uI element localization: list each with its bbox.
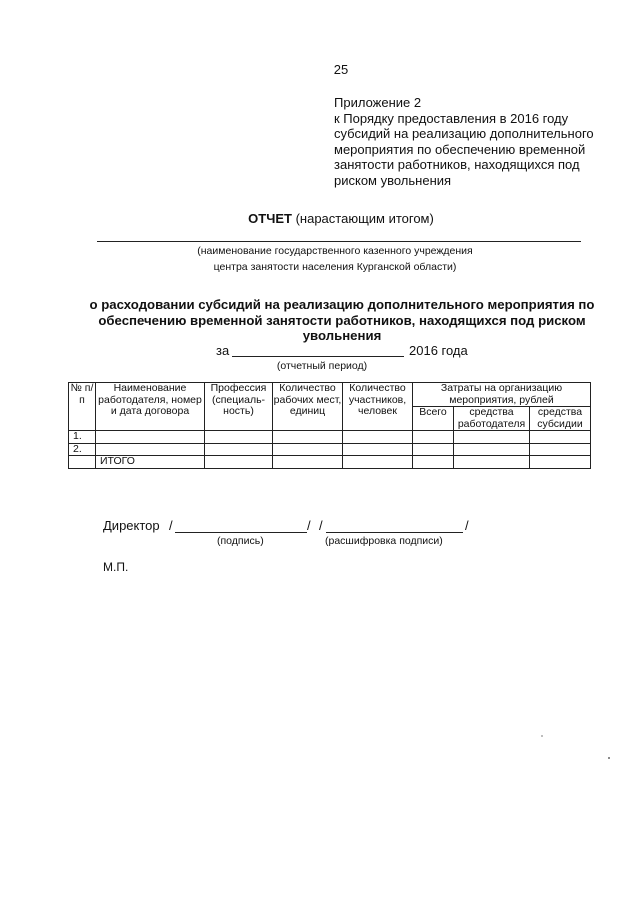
- director-label: Директор: [103, 518, 160, 533]
- table-cell: [205, 456, 273, 469]
- expense-report-table: [68, 382, 591, 469]
- row-employer: ИТОГО: [96, 456, 205, 469]
- table-cell: [454, 431, 530, 444]
- signature-caption: (подпись): [217, 535, 264, 547]
- signature-decoding-caption: (расшифровка подписи): [325, 535, 443, 547]
- period-caption: (отчетный период): [276, 360, 368, 372]
- column-header-profession: Профессия (специаль-ность): [205, 383, 273, 431]
- organization-caption: [175, 244, 495, 275]
- row-employer: [96, 431, 205, 444]
- table-row-total: [69, 456, 591, 469]
- row-number: 2.: [69, 443, 96, 456]
- table-cell: [273, 431, 343, 444]
- row-number: 1.: [69, 431, 96, 444]
- column-header-subsidy-funds: средства субсидии: [530, 407, 591, 431]
- organization-name-line: [97, 241, 581, 242]
- column-header-participants: Количество участников, человек: [343, 383, 413, 431]
- table-cell: [343, 443, 413, 456]
- row-employer: [96, 443, 205, 456]
- signature-line: [175, 532, 307, 533]
- period-suffix: 2016 года: [409, 343, 468, 358]
- scan-artifact-dot: [608, 757, 610, 759]
- table-cell: [454, 443, 530, 456]
- column-header-employer: Наименование работодателя, номер и дата договора: [96, 383, 205, 431]
- column-header-num: № п/п: [69, 383, 96, 431]
- stamp-place-label: М.П.: [103, 560, 129, 574]
- table-row: [69, 443, 591, 456]
- signature-slash: /: [307, 518, 311, 533]
- column-header-employer-funds: средства работодателя: [454, 407, 530, 431]
- appendix-line: субсидий на реализацию дополнительного: [334, 126, 594, 142]
- signature-decoding-line: [326, 532, 463, 533]
- report-title: [0, 211, 640, 226]
- scan-artifact-dot: [541, 735, 543, 737]
- page-number: 25: [333, 62, 349, 77]
- table-cell: [343, 431, 413, 444]
- table-row: [69, 431, 591, 444]
- table-cell: [343, 456, 413, 469]
- table-cell: [413, 456, 454, 469]
- appendix-line: к Порядку предоставления в 2016 году: [334, 110, 569, 126]
- signature-slash: /: [465, 518, 469, 533]
- table-cell: [530, 443, 591, 456]
- signature-slash: /: [169, 518, 173, 533]
- table-cell: [413, 443, 454, 456]
- table-cell: [454, 456, 530, 469]
- organization-caption-line: центра занятости населения Курганской области): [213, 260, 457, 273]
- table-cell: [205, 431, 273, 444]
- report-subject-line: увольнения: [302, 328, 382, 343]
- column-header-total: Всего: [413, 407, 454, 431]
- report-title-rest: (нарастающим итогом): [291, 211, 434, 226]
- appendix-header: [334, 95, 624, 189]
- appendix-line: риском увольнения: [334, 172, 452, 188]
- organization-caption-line: (наименование государственного казенного учреждения: [197, 245, 473, 257]
- column-header-costs-group: Затраты на организацию мероприятия, рублей: [413, 383, 591, 407]
- table-cell: [530, 456, 591, 469]
- table-cell: [273, 456, 343, 469]
- table-cell: [205, 443, 273, 456]
- period-prefix: за: [216, 343, 230, 358]
- table-cell: [530, 431, 591, 444]
- table-cell: [273, 443, 343, 456]
- column-header-workplaces: Количество рабочих мест, единиц: [273, 383, 343, 431]
- appendix-line: Приложение 2: [334, 95, 422, 110]
- table-cell: [413, 431, 454, 444]
- report-subject-line: обеспечению временной занятости работников, находящихся под риском: [98, 312, 586, 328]
- report-subject: [84, 297, 600, 344]
- appendix-line: мероприятия по обеспечению временной: [334, 141, 586, 157]
- signature-slash: /: [319, 518, 323, 533]
- report-title-bold: ОТЧЕТ: [248, 211, 292, 226]
- row-number: [69, 456, 96, 469]
- appendix-line: занятости работников, находящихся под: [334, 157, 580, 173]
- period-blank-line: [232, 356, 404, 357]
- director-signature-block: [103, 518, 160, 533]
- report-subject-line: о расходовании субсидий на реализацию дополнительного мероприятия по: [89, 297, 595, 312]
